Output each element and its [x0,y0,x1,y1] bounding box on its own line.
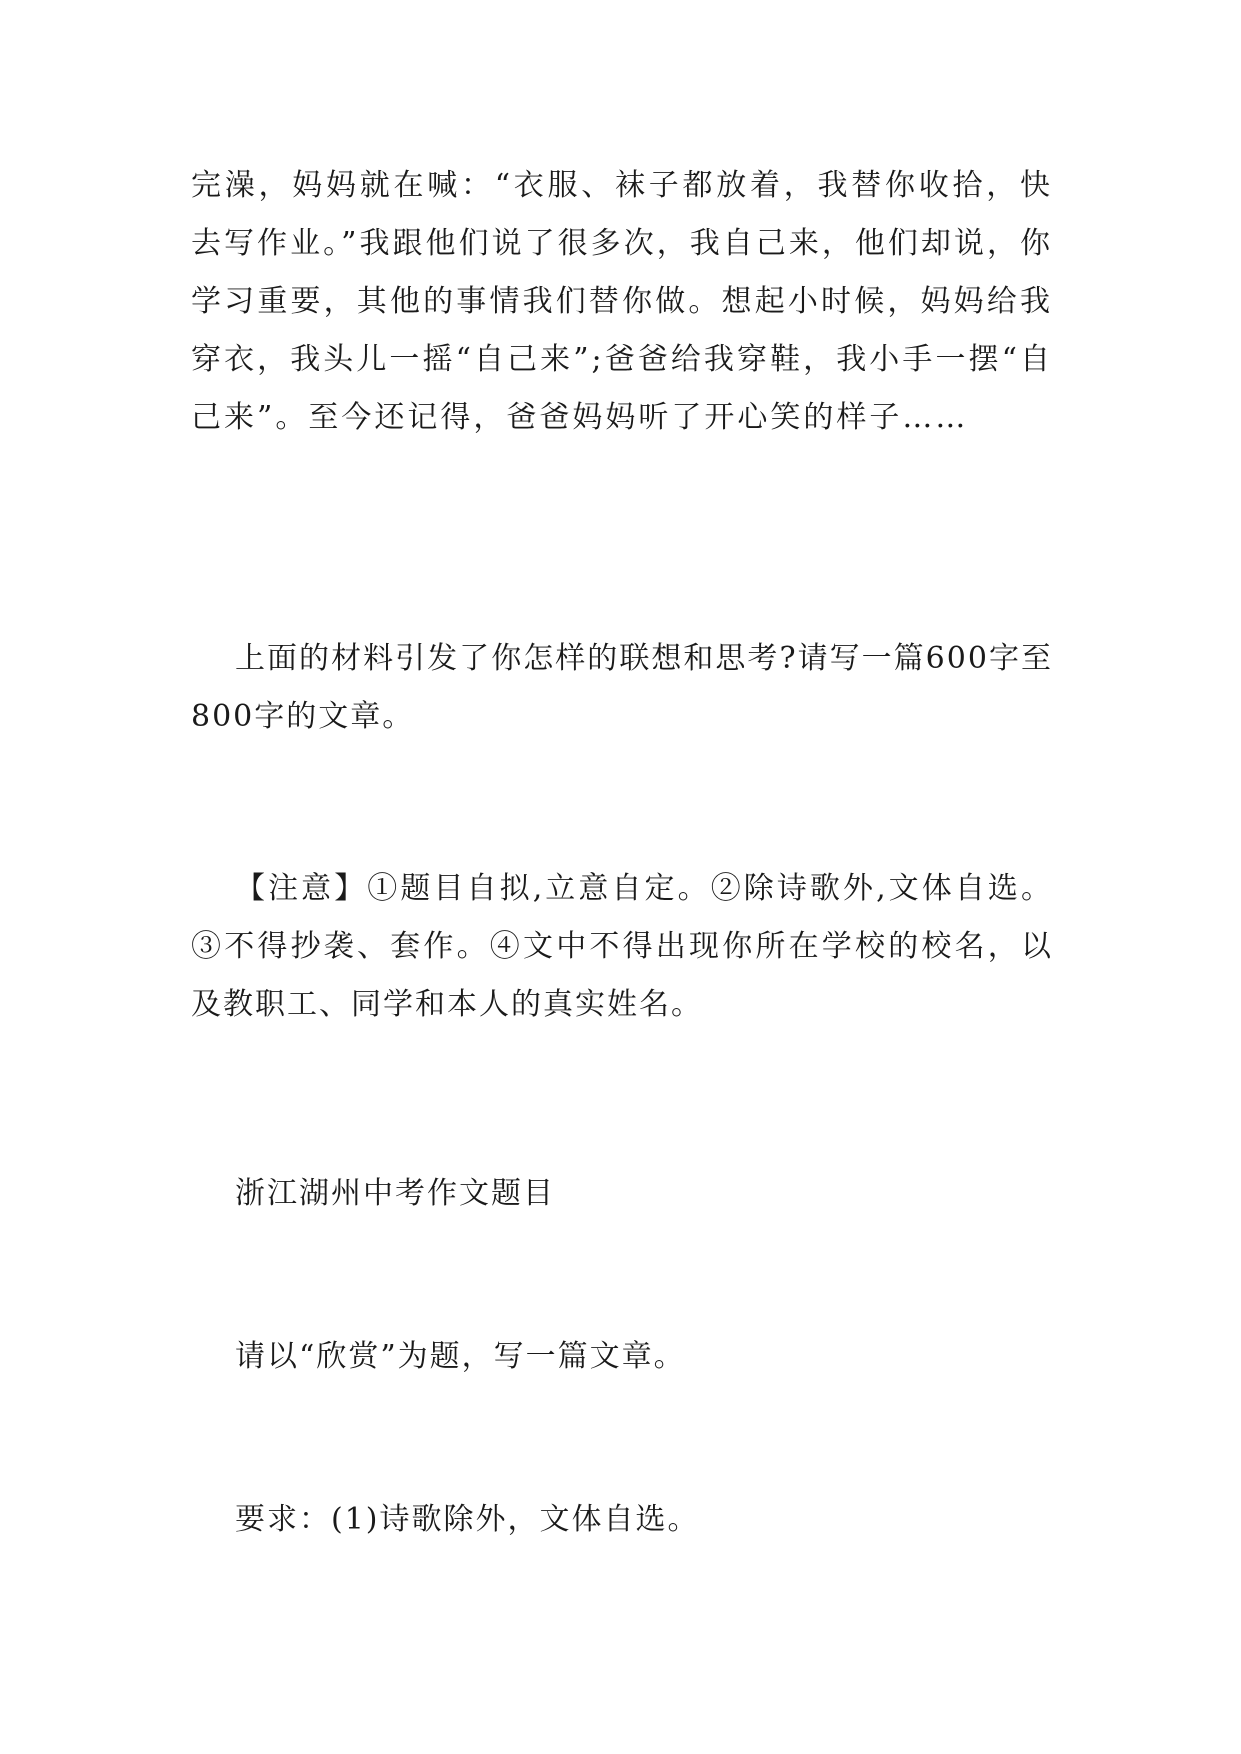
prompt-paragraph: 上面的材料引发了你怎样的联想和思考?请写一篇600字至800字的文章。 [191,641,1053,734]
topic-paragraph: 请以“欣赏”为题，写一篇文章。 [235,1339,686,1374]
notice-paragraph: 【注意】①题目自拟,立意自定。②除诗歌外,文体自选。③不得抄袭、套作。④文中不得出现你所在学校的校名，以及教职工、同学和本人的真实姓名。 [191,871,1053,1022]
requirements-paragraph: 要求：(1)诗歌除外，文体自选。 [235,1502,700,1537]
section-heading: 浙江湖州中考作文题目 [235,1176,555,1211]
material-paragraph: 完澡，妈妈就在喊：“衣服、袜子都放着，我替你收拾，快去写作业。”我跟他们说了很多次，我自己来，他们却说，你学习重要，其他的事情我们替你做。想起小时候，妈妈给我穿衣，我头儿一摇“自己来”;爸爸给我穿鞋，我小手一摆“自己来”。至今还记得，爸爸妈妈听了开心笑的样子…… [191,168,1053,435]
